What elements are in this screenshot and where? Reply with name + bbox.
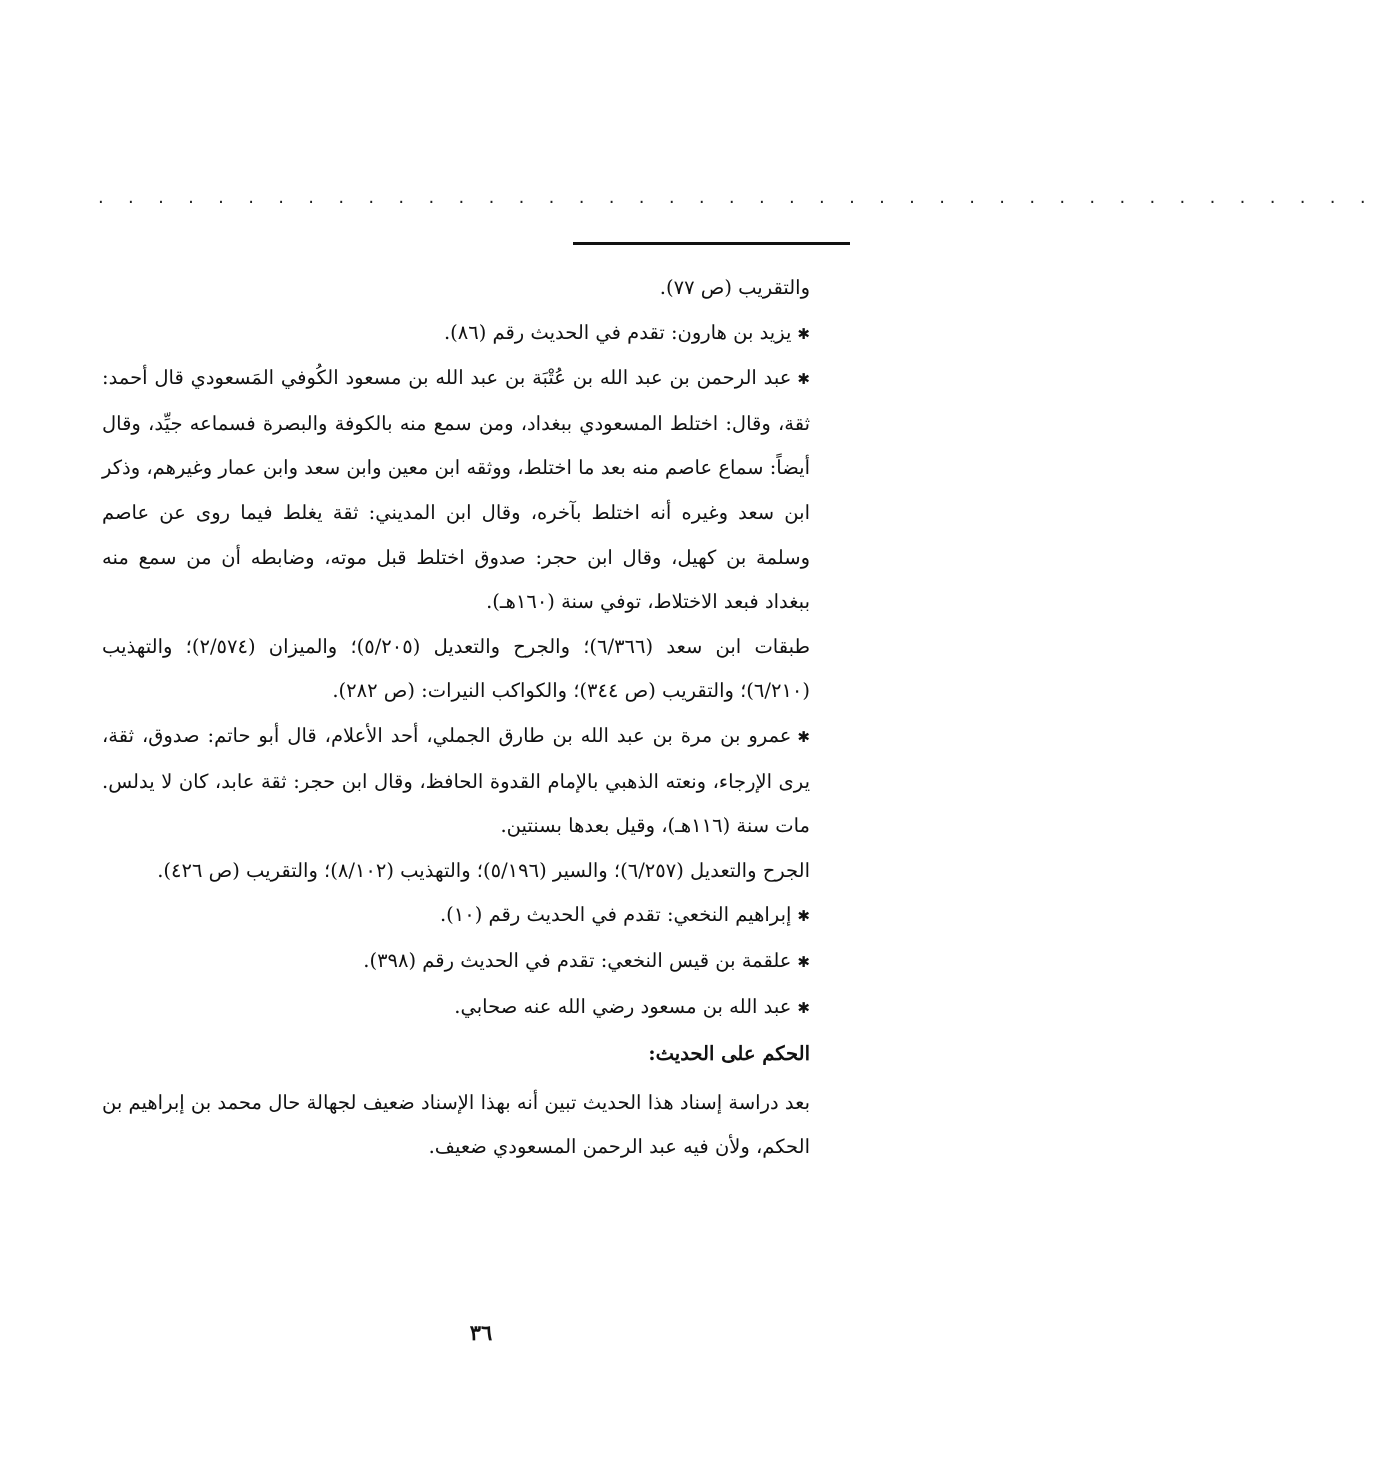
narrator-entry (102, 939, 810, 985)
narrator-entry (102, 311, 810, 357)
narrator-entry (102, 714, 810, 849)
bullet-icon: ✱ (797, 370, 810, 389)
bullet-icon: ✱ (797, 907, 810, 926)
bullet-icon: ✱ (797, 998, 810, 1017)
narrator-text: عمرو بن مرة بن عبد الله بن طارق الجملي، أحد الأعلام، قال أبو حاتم: صدوق، ثقة، يرى الإرجاء، ونعته الذهبي بالإمام القدوة الحافظ، وقال ابن حجر: ثقة عابد، كان لا يدلس. مات سنة (١١٦هـ)، وقيل بعدها بسنتين. (102, 723, 810, 838)
bullet-icon: ✱ (797, 727, 810, 746)
footnote-rule (573, 242, 850, 245)
page-body (102, 266, 810, 1170)
conclusion-paragraph: بعد دراسة إسناد هذا الحديث تبين أنه بهذا الإسناد ضعيف لجهالة حال محمد بن إبراهيم بن الحكم، ولأن فيه عبد الرحمن المسعودي ضعيف. (102, 1090, 810, 1159)
page-number: ٣٦ (469, 1320, 493, 1345)
references: طبقات ابن سعد (٦/٣٦٦)؛ والجرح والتعديل (٥/٢٠٥)؛ والميزان (٢/٥٧٤)؛ والتهذيب (٦/٢١٠)؛ والتقريب (ص ٣٤٤)؛ والكواكب النيرات: (ص ٢٨٢). (102, 634, 811, 703)
narrator-entry (102, 893, 810, 939)
bullet-icon: ✱ (797, 952, 810, 971)
narrator-entry (102, 356, 810, 625)
references: الجرح والتعديل (٦/٢٥٧)؛ والسير (٥/١٩٦)؛ والتهذيب (٨/١٠٢)؛ والتقريب (ص ٤٢٦). (157, 858, 810, 882)
narrator-text: علقمة بن قيس النخعي: تقدم في الحديث رقم (٣٩٨). (363, 948, 792, 972)
narrator-text: إبراهيم النخعي: تقدم في الحديث رقم (١٠). (439, 903, 792, 927)
narrator-entry (102, 985, 810, 1031)
narrator-text: عبد الله بن مسعود رضي الله عنه صحابي. (454, 994, 792, 1018)
narrator-text: يزيد بن هارون: تقدم في الحديث رقم (٨٦). (443, 320, 792, 344)
narrator-text: عبد الرحمن بن عبد الله بن عُتْبَة بن عبد الله بن مسعود الكُوفي المَسعودي قال أحمد: ثقة، وقال: اختلط المسعودي ببغداد، ومن سمع منه بالكوفة والبصرة فسماعه جيِّد، وقال أيضاً: سماع عاصم منه بعد ما اختلط، ووثقه ابن معين وابن سعد وابن عمار وغيرهم، وذكر ابن سعد وغيره أنه اختلط بآخره، وقال ابن المديني: ثقة يغلط فيما روى عن عاصم وسلمة بن كهيل، وقال ابن حجر: صدوق اختلط قبل موته، وضابطه أن من سمع منه ببغداد فبعد الاختلاط، توفي سنة (١٦٠هـ). (102, 366, 810, 614)
section-heading: الحكم على الحديث: (648, 1042, 810, 1066)
bullet-icon: ✱ (797, 324, 810, 343)
text-line: والتقريب (ص ٧٧). (659, 276, 810, 299)
dotted-separator: . . . . . . . . . . . . . . . . . . . . . . . . . . . . . . . . . . . . . . . . . . . (98, 187, 1375, 208)
